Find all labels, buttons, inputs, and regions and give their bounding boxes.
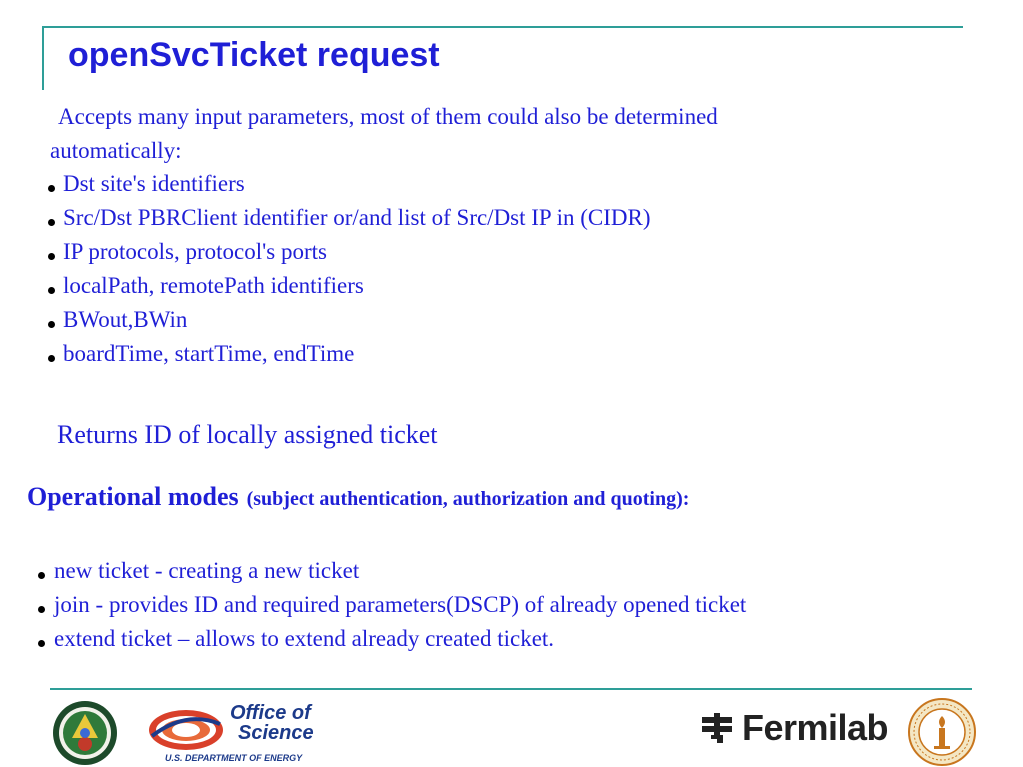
list-item: BWout,BWin (48, 303, 651, 337)
bullet-icon (48, 321, 55, 328)
modes-heading-sub: (subject authentication, authorization and quoting): (246, 488, 690, 510)
top-rule (42, 26, 963, 28)
modes-heading (27, 482, 689, 512)
fermilab-mark-icon (698, 709, 736, 747)
doe-subtitle: U.S. DEPARTMENT OF ENERGY (165, 753, 303, 763)
list-item: Src/Dst PBRClient identifier or/and list of Src/Dst IP in (CIDR) (48, 201, 651, 235)
slide-title: openSvcTicket request (68, 36, 440, 74)
bullet-icon (48, 185, 55, 192)
list-item: new ticket - creating a new ticket (38, 554, 746, 588)
doe-seal-icon (52, 700, 118, 766)
list-item: extend ticket – allows to extend already created ticket. (38, 622, 746, 656)
bullet-icon (48, 355, 55, 362)
bullet-icon (38, 572, 45, 579)
intro-line-2: automatically: (50, 138, 182, 163)
fermilab-wordmark: Fermilab (742, 707, 889, 748)
bullet-icon (48, 287, 55, 294)
list-item: boardTime, startTime, endTime (48, 337, 651, 371)
fermilab-logo (698, 706, 898, 750)
list-item: localPath, remotePath identifiers (48, 269, 651, 303)
bullet-icon (38, 640, 45, 647)
returns-text: Returns ID of locally assigned ticket (57, 420, 438, 449)
intro-line-1: Accepts many input parameters, most of them could also be determined (58, 104, 718, 129)
modes-heading-main: Operational modes (27, 482, 239, 511)
office-of-science-text: Office of Science (230, 702, 314, 744)
bullet-icon (38, 606, 45, 613)
list-item: IP protocols, protocol's ports (48, 235, 651, 269)
bullet-icon (48, 219, 55, 226)
caltech-seal-icon (908, 698, 976, 766)
intro-text (50, 100, 910, 168)
list-item: join - provides ID and required parameters(DSCP) of already opened ticket (38, 588, 746, 622)
parameter-list (48, 167, 651, 371)
footer-rule (50, 688, 972, 690)
bullet-icon (48, 253, 55, 260)
modes-list (38, 554, 746, 656)
left-rule (42, 26, 44, 90)
list-item: Dst site's identifiers (48, 167, 651, 201)
